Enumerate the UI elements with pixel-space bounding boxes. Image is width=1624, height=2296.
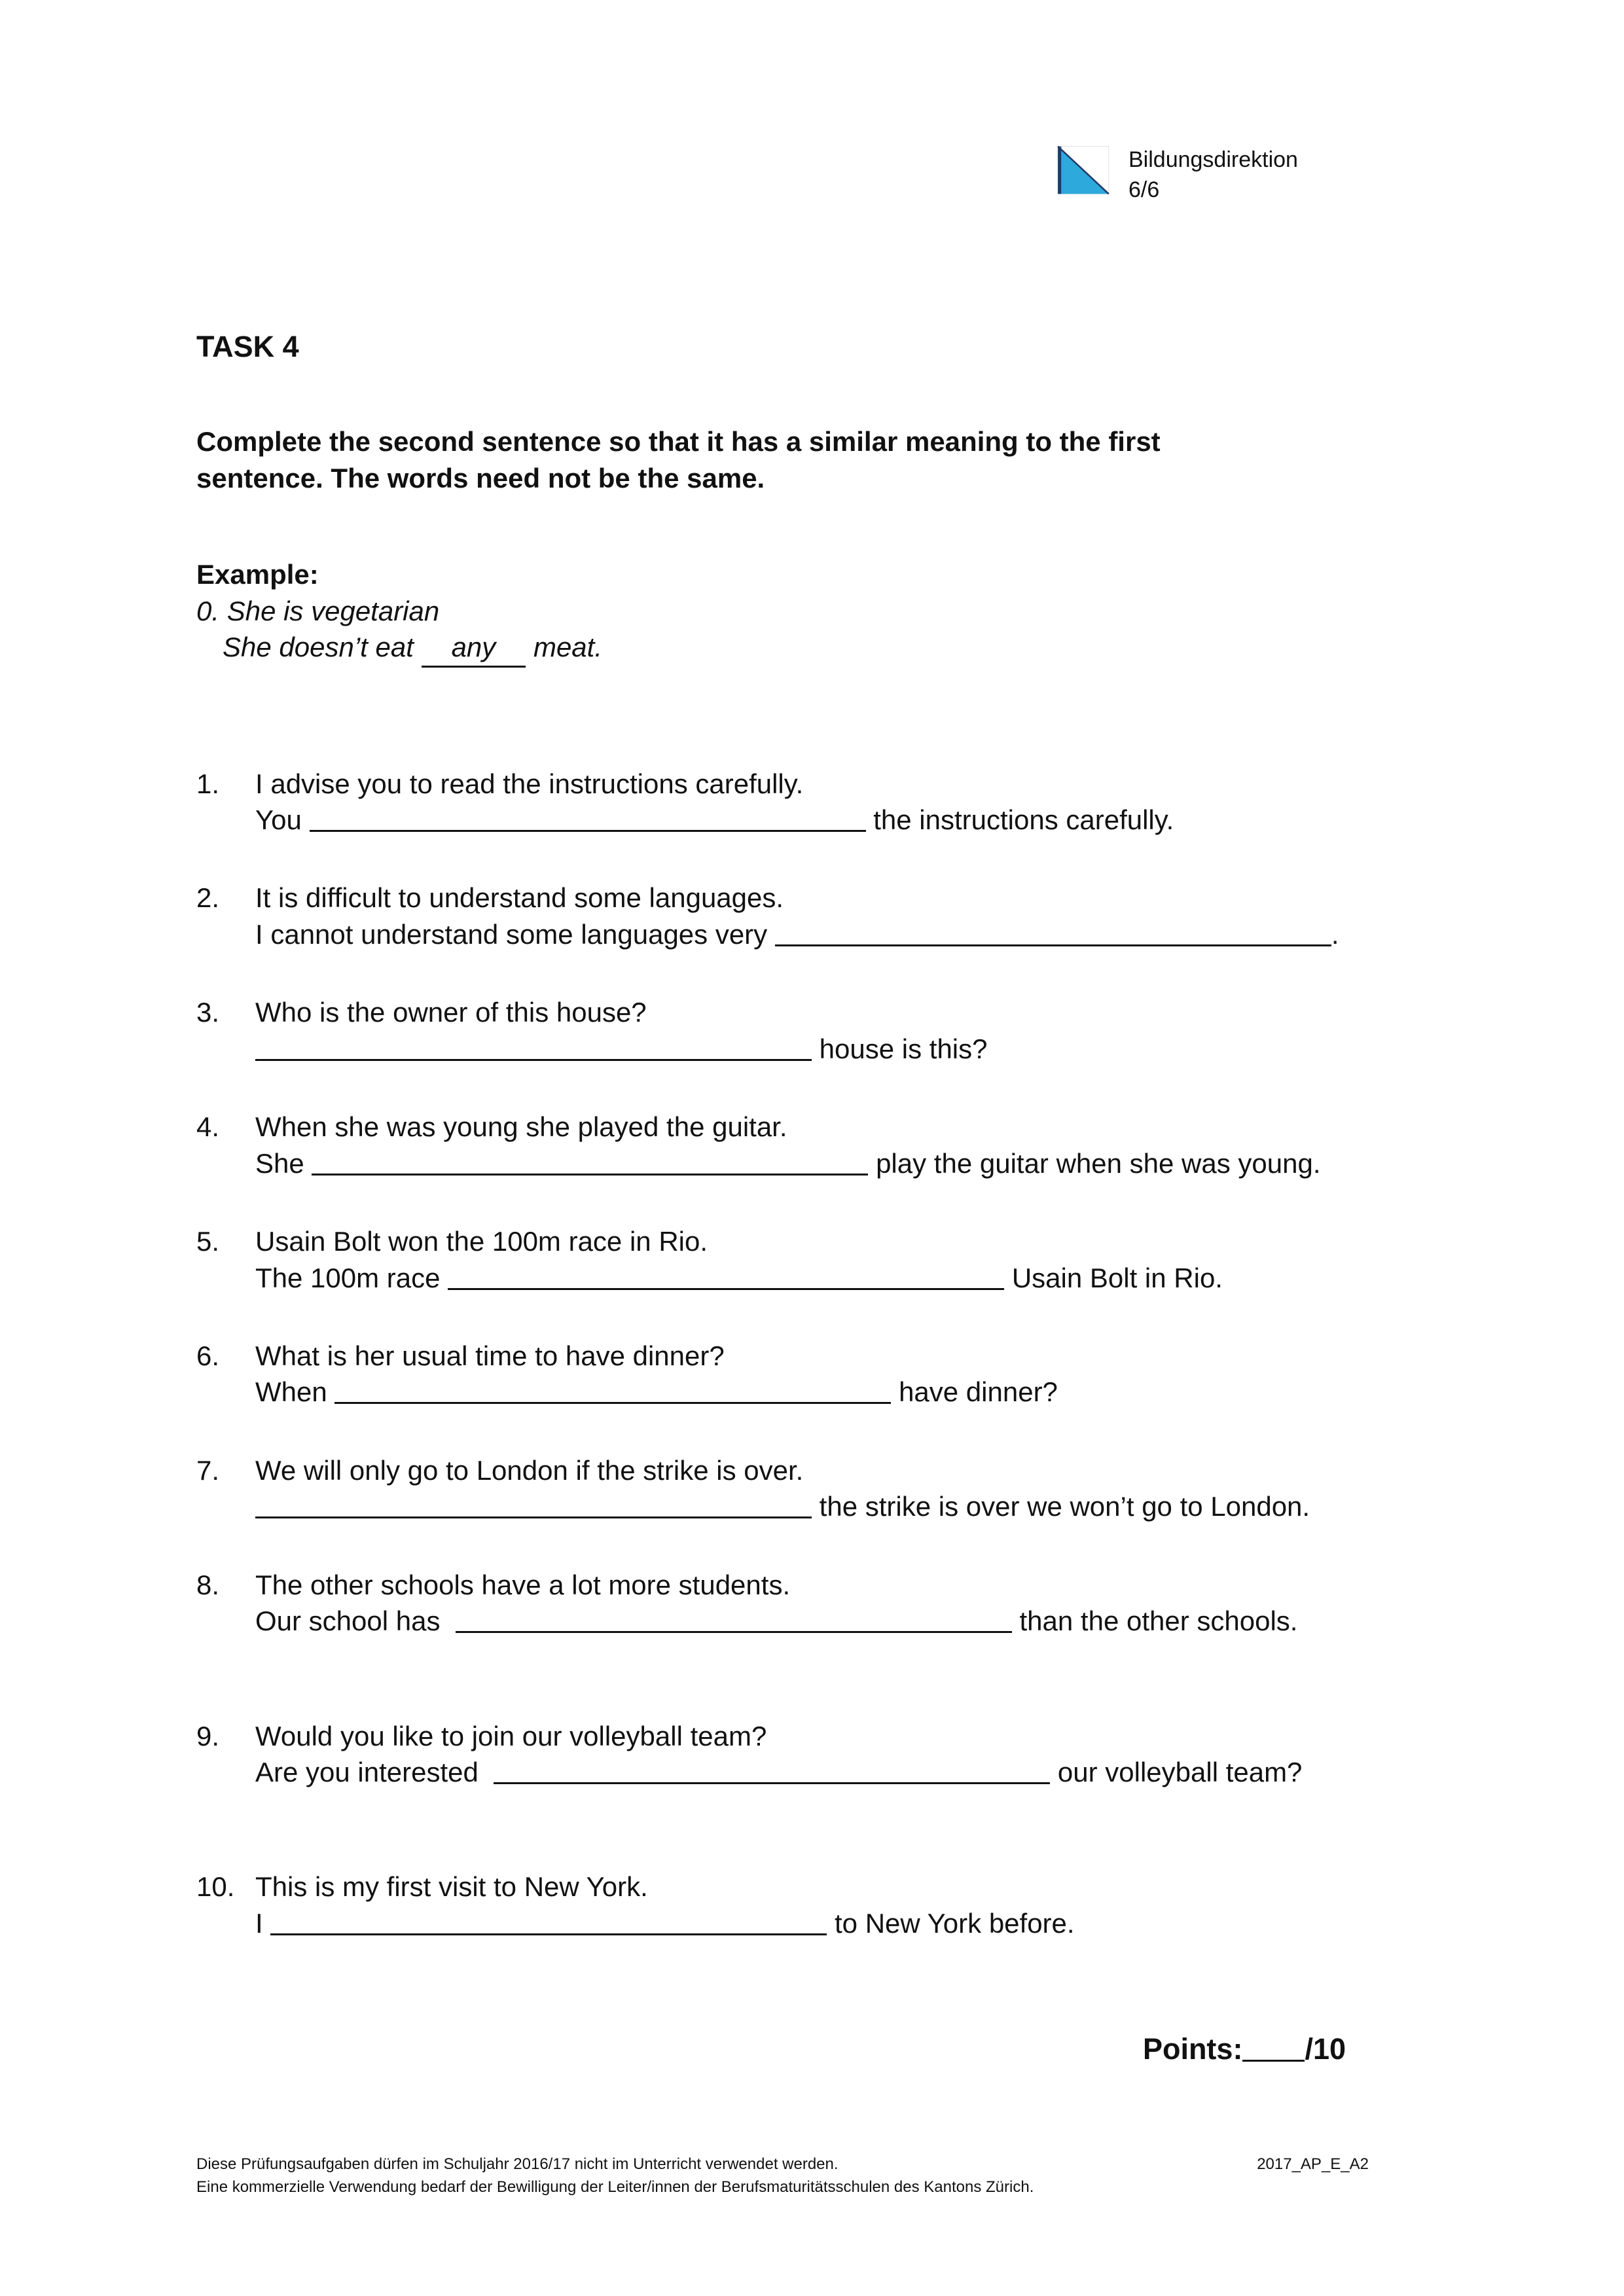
- item-number: 7.: [196, 1454, 220, 1486]
- item-second-after: have dinner?: [899, 1376, 1058, 1408]
- item-first-sentence: When she was young she played the guitar.: [255, 1111, 787, 1143]
- points-blank: [1242, 2034, 1305, 2062]
- exercise-items: [196, 766, 1369, 1942]
- example-prompt: 0. She is vegetarian: [196, 595, 440, 626]
- item-first-sentence: We will only go to London if the strike is over.: [255, 1454, 804, 1486]
- item-second-before: I cannot understand some languages very: [255, 918, 768, 950]
- example-block: [196, 556, 1369, 667]
- exercise-item-2: [196, 880, 1369, 952]
- answer-blank: [448, 1264, 1004, 1290]
- points-total: /10: [1305, 2032, 1346, 2066]
- points-row: [196, 2030, 1369, 2068]
- exercise-item-10: [196, 1869, 1369, 1941]
- header-org-name: Bildungsdirektion: [1128, 147, 1298, 172]
- example-label: Example:: [196, 559, 319, 590]
- answer-blank: [270, 1909, 827, 1935]
- item-second-after: Usain Bolt in Rio.: [1011, 1262, 1223, 1293]
- item-first-sentence: The other schools have a lot more students.: [255, 1569, 791, 1600]
- item-second-before: You: [255, 804, 302, 836]
- item-second-before: She: [255, 1147, 304, 1179]
- task-title: TASK 4: [196, 330, 299, 363]
- item-number: 2.: [196, 882, 220, 914]
- item-second-after: to New York before.: [835, 1907, 1075, 1939]
- item-number: 4.: [196, 1111, 220, 1143]
- item-second-after: .: [1331, 918, 1339, 950]
- answer-blank: [312, 1149, 868, 1175]
- page-footer: [196, 2153, 1428, 2199]
- item-number: 10.: [196, 1871, 235, 1903]
- header-text-block: [1128, 145, 1298, 206]
- example-answer-blank: any: [422, 629, 526, 667]
- answer-blank: [456, 1607, 1012, 1633]
- item-first-sentence: I advise you to read the instructions carefully.: [255, 768, 804, 799]
- item-first-sentence: What is her usual time to have dinner?: [255, 1340, 725, 1371]
- item-first-sentence: Would you like to join our volleyball team?: [255, 1720, 767, 1751]
- item-number: 9.: [196, 1720, 220, 1751]
- item-second-after: the instructions carefully.: [873, 804, 1174, 836]
- footer-line-1: Diese Prüfungsaufgaben dürfen im Schuljahr 2016/17 nicht im Unterricht verwendet werden.: [196, 2155, 839, 2174]
- item-second-after: than the other schools.: [1019, 1605, 1298, 1637]
- footer-legal-text: [196, 2153, 1034, 2199]
- item-number: 3.: [196, 997, 220, 1028]
- header-page-number: 6/6: [1128, 177, 1160, 202]
- answer-blank: [775, 920, 1331, 946]
- answer-blank: [255, 1492, 812, 1518]
- task-instructions: Complete the second sentence so that it has a similar meaning to the first sentence. The words need not be the same.: [196, 426, 1161, 493]
- example-answer-after: meat.: [533, 632, 602, 663]
- exercise-item-5: [196, 1223, 1369, 1296]
- item-first-sentence: Who is the owner of this house?: [255, 997, 647, 1028]
- item-number: 8.: [196, 1569, 220, 1600]
- points-label: Points:: [1142, 2032, 1243, 2066]
- footer-line-2: Eine kommerzielle Verwendung bedarf der Bewilligung der Leiter/innen der Berufsmaturitätsschulen des Kantons Zürich.: [196, 2178, 1034, 2197]
- page-header: [1055, 145, 1298, 206]
- item-second-before: The 100m race: [255, 1262, 441, 1293]
- answer-blank: [310, 806, 866, 832]
- kanton-zuerich-logo-icon: [1055, 145, 1111, 195]
- item-second-before: When: [255, 1376, 327, 1408]
- exercise-item-6: [196, 1338, 1369, 1410]
- exercise-item-4: [196, 1109, 1369, 1181]
- item-second-before: Our school has: [255, 1605, 441, 1637]
- item-second-after: the strike is over we won’t go to London.: [819, 1491, 1310, 1522]
- item-first-sentence: This is my first visit to New York.: [255, 1871, 648, 1903]
- exercise-item-3: [196, 994, 1369, 1067]
- item-number: 1.: [196, 768, 220, 799]
- exercise-item-8: [196, 1567, 1369, 1640]
- item-first-sentence: Usain Bolt won the 100m race in Rio.: [255, 1226, 708, 1257]
- answer-blank: [494, 1758, 1050, 1784]
- example-answer-before: She doesn’t eat: [223, 632, 414, 663]
- item-second-after: house is this?: [819, 1033, 988, 1064]
- footer-document-code: 2017_AP_E_A2: [1257, 2155, 1369, 2174]
- item-number: 5.: [196, 1226, 220, 1257]
- item-second-after: play the guitar when she was young.: [876, 1147, 1321, 1179]
- item-first-sentence: It is difficult to understand some languages.: [255, 882, 784, 914]
- item-second-before: I: [255, 1907, 263, 1939]
- answer-blank: [255, 1035, 812, 1061]
- answer-blank: [334, 1378, 891, 1405]
- exercise-item-1: [196, 766, 1369, 838]
- exercise-item-7: [196, 1452, 1369, 1525]
- item-second-after: our volleyball team?: [1057, 1757, 1303, 1788]
- exercise-item-9: [196, 1718, 1369, 1791]
- item-number: 6.: [196, 1340, 220, 1371]
- item-second-before: Are you interested: [255, 1757, 478, 1788]
- example-answer-line: [196, 629, 1369, 667]
